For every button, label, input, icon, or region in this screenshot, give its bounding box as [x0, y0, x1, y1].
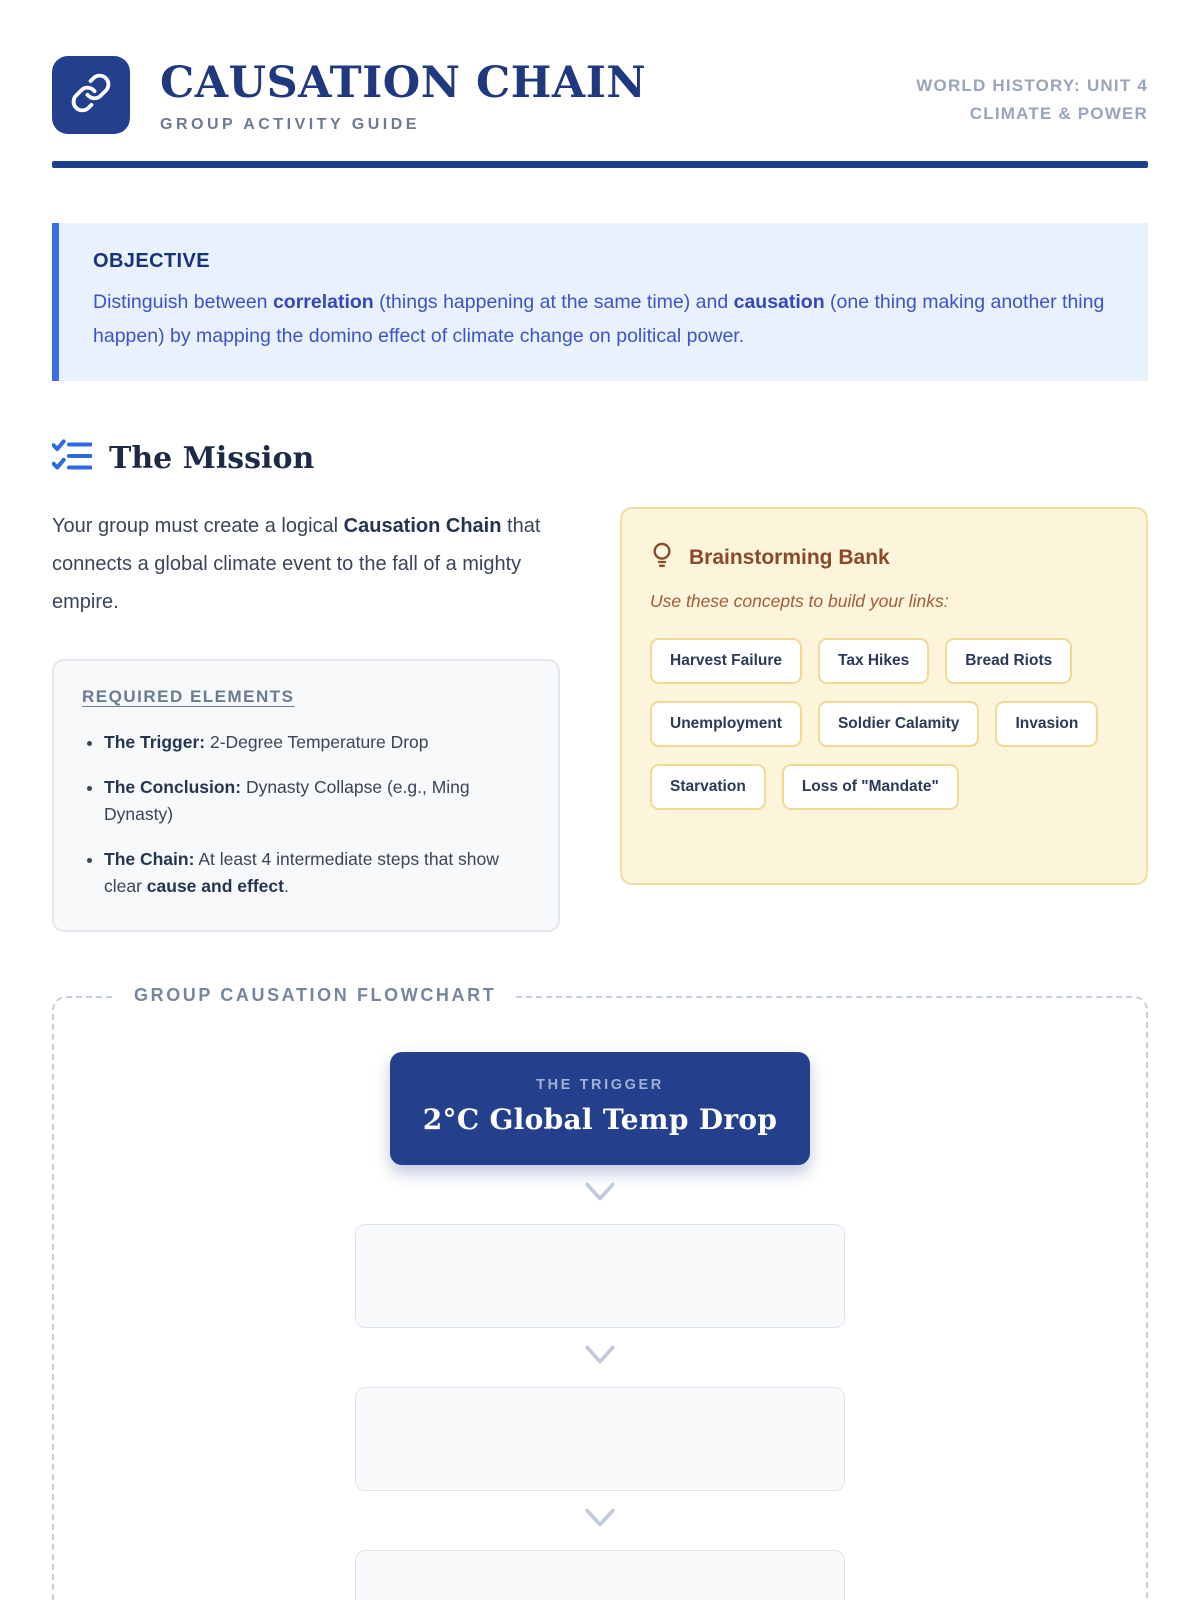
bank-title: Brainstorming Bank [689, 545, 890, 569]
header-divider [52, 161, 1148, 168]
required-item-trigger: • The Trigger: 2-Degree Temperature Drop [104, 729, 530, 756]
course-name: WORLD HISTORY: UNIT 4 [916, 76, 1148, 95]
lightbulb-icon [650, 541, 674, 574]
chain-link-icon [70, 72, 112, 119]
required-item-chain: • The Chain: At least 4 intermediate steps that show clear cause and effect. [104, 846, 530, 900]
causation-flowchart [52, 985, 1148, 1600]
unit-name: CLIMATE & POWER [969, 104, 1148, 123]
mission-intro-text: Your group must create a logical Causation Chain that connects a global climate event to the fall of a mighty empire. [52, 515, 541, 614]
concept-chip[interactable]: Invasion [995, 701, 1098, 747]
trigger-tag: THE TRIGGER [536, 1077, 664, 1094]
brainstorming-bank-card [620, 507, 1148, 885]
mission-section-header [52, 438, 1148, 479]
required-elements-list [82, 729, 530, 900]
flow-connector [54, 1491, 1146, 1550]
bank-header [650, 541, 1118, 574]
flow-connector [54, 1165, 1146, 1224]
objective-callout [52, 223, 1148, 381]
concept-chip[interactable]: Bread Riots [945, 638, 1072, 684]
concept-chip[interactable]: Tax Hikes [818, 638, 929, 684]
empty-step-box-3[interactable] [355, 1550, 845, 1600]
chevron-down-icon [583, 1507, 617, 1536]
chevron-down-icon [583, 1181, 617, 1210]
page-header [52, 0, 1148, 134]
logo [52, 56, 130, 134]
trigger-title: 2°C Global Temp Drop [422, 1103, 778, 1137]
mission-left-column [52, 507, 560, 932]
required-elements-card [52, 659, 560, 932]
objective-heading: OBJECTIVE [93, 250, 210, 273]
mission-heading: The Mission [109, 441, 315, 477]
mission-content-row [52, 507, 1148, 932]
concept-chip[interactable]: Starvation [650, 764, 766, 810]
concept-chip[interactable]: Unemployment [650, 701, 802, 747]
empty-step-box-2[interactable] [355, 1387, 845, 1491]
flowchart-label: GROUP CAUSATION FLOWCHART [116, 985, 514, 1006]
list-check-icon [52, 438, 92, 479]
title-block [160, 56, 646, 134]
required-elements-heading: REQUIRED ELEMENTS [82, 687, 295, 707]
concept-chip[interactable]: Loss of "Mandate" [782, 764, 959, 810]
flow-connector [54, 1328, 1146, 1387]
concept-chip[interactable]: Harvest Failure [650, 638, 802, 684]
empty-step-box-1[interactable] [355, 1224, 845, 1328]
page-title: CAUSATION CHAIN [160, 58, 647, 108]
bank-subtitle: Use these concepts to build your links: [650, 591, 949, 612]
objective-text: Distinguish between correlation (things happening at the same time) and causation (one thing making another thing happen) by mapping the domino effect of climate change on political power. [93, 291, 1105, 348]
concept-chip-group [650, 638, 1118, 810]
page-subtitle: GROUP ACTIVITY GUIDE [160, 116, 420, 134]
concept-chip[interactable]: Soldier Calamity [818, 701, 979, 747]
required-item-conclusion: • The Conclusion: Dynasty Collapse (e.g., Ming Dynasty) [104, 774, 530, 828]
trigger-node [390, 1052, 810, 1165]
chevron-down-icon [583, 1344, 617, 1373]
course-meta [916, 56, 1148, 128]
